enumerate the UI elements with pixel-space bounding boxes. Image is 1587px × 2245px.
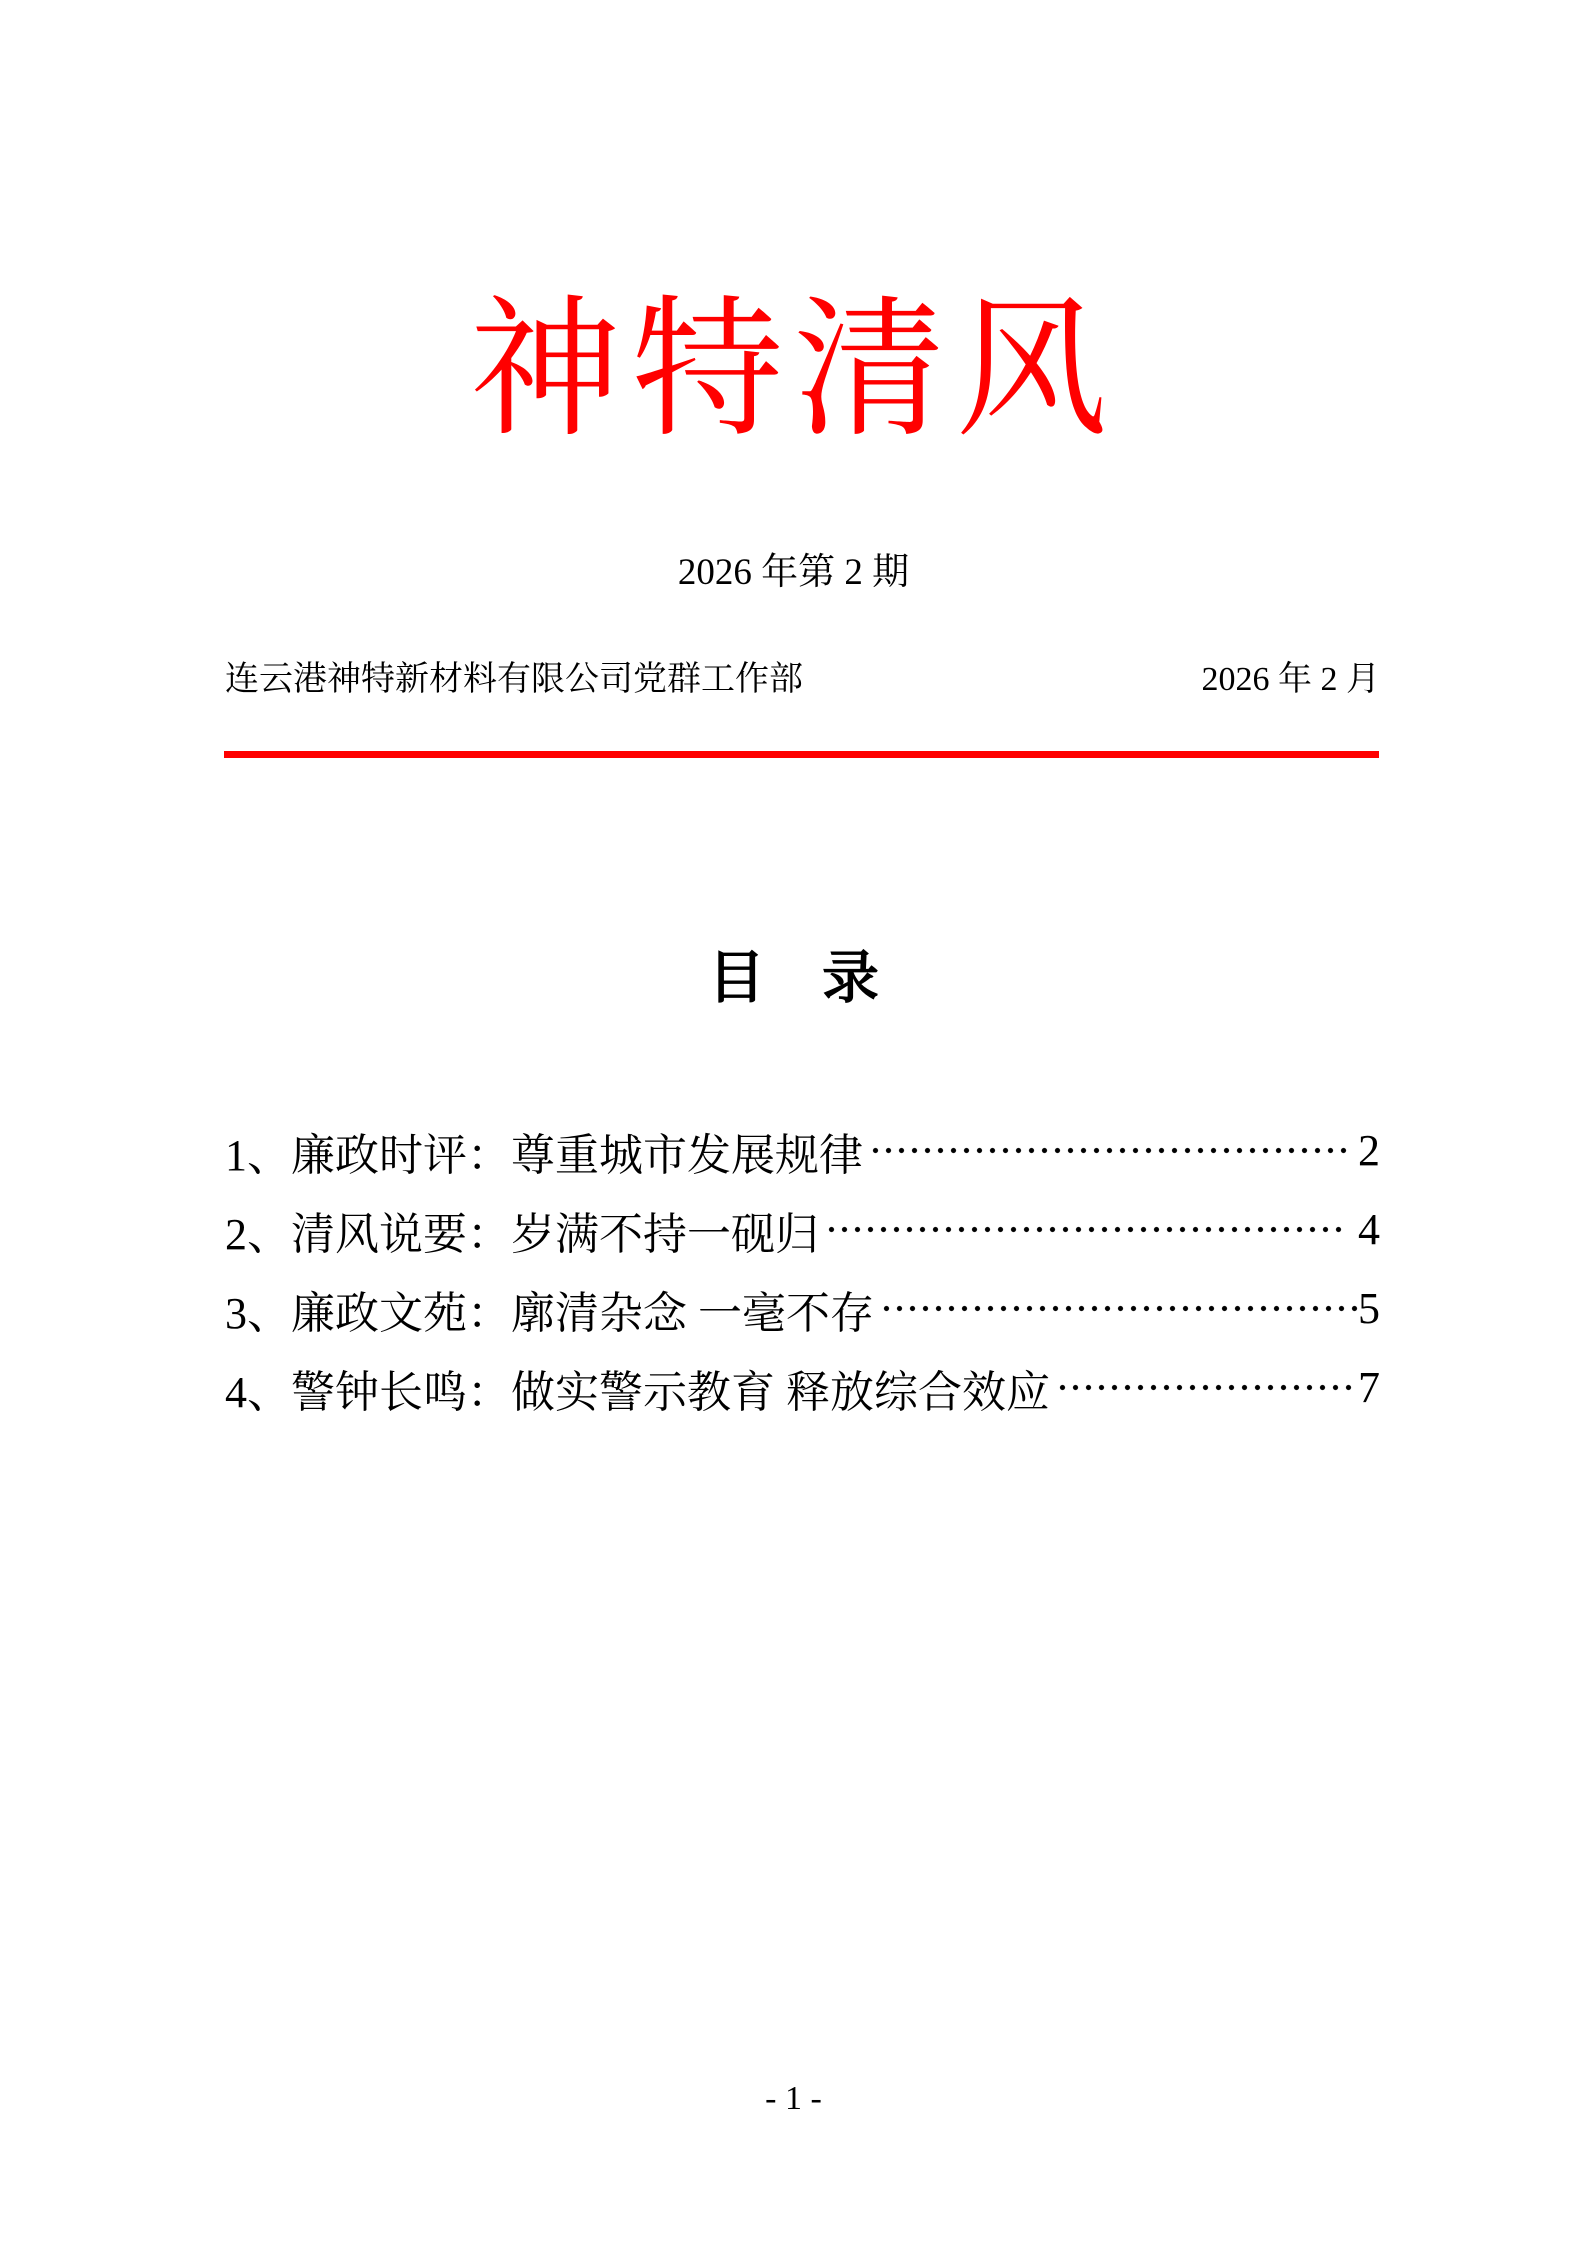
publisher-name: 连云港神特新材料有限公司党群工作部 [225,661,803,698]
toc-item-label: 1、廉政时评：尊重城市发展规律 [225,1130,863,1180]
toc-page-number: 5 [1358,1284,1380,1333]
toc-heading: 目 录 [708,947,879,1010]
toc-item [225,1190,1380,1269]
toc-leader-dots [825,1190,1347,1269]
toc-leader-dots [1056,1348,1358,1427]
masthead-row [225,658,1380,702]
issue-date: 2026 年 2 月 [1201,661,1380,698]
toc-list [225,1111,1380,1427]
toc-page-number: 7 [1358,1363,1380,1412]
toc-leader-dots [880,1269,1358,1348]
newsletter-title: 神特清风 [469,287,1118,455]
toc-item-label: 3、廉政文苑：廓清杂念 一毫不存 [225,1288,874,1338]
page-number-footer: - 1 - [765,2080,822,2117]
toc-leader-dots [869,1111,1347,1190]
toc-item [225,1269,1380,1348]
toc-item-label: 4、警钟长鸣：做实警示教育 释放综合效应 [225,1367,1050,1417]
toc-page-number: 2 [1347,1126,1380,1175]
toc-page-number: 4 [1347,1205,1380,1254]
toc-item-label: 2、清风说要：岁满不持一砚归 [225,1209,819,1259]
toc-item [225,1111,1380,1190]
toc-item [225,1348,1380,1427]
divider-rule [224,751,1379,758]
issue-number: 2026 年第 2 期 [677,552,910,593]
